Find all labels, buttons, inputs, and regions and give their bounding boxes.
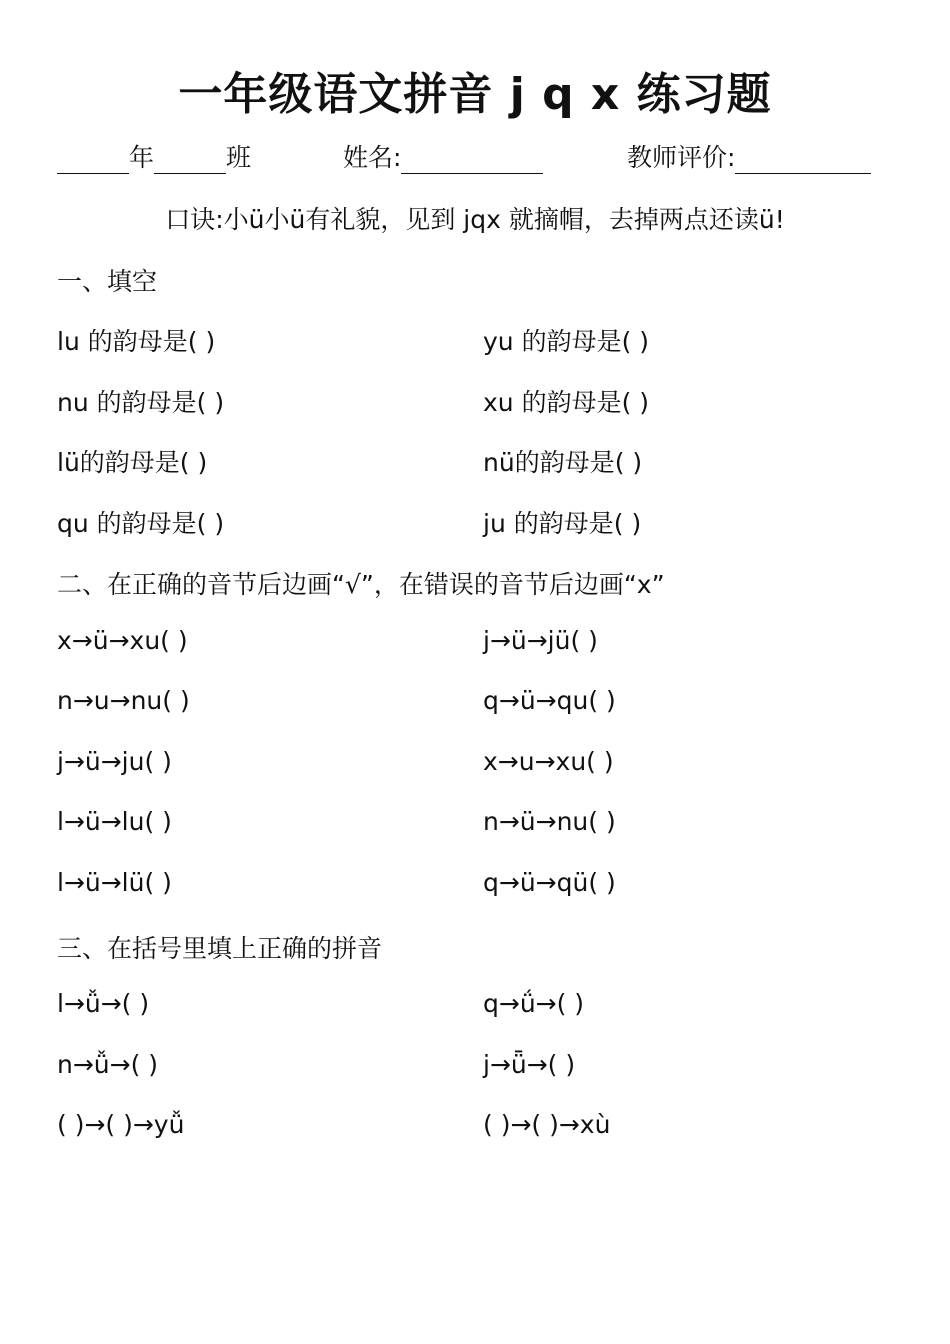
fill-item[interactable]: nü的韵母是( )	[483, 448, 643, 477]
grade-label: 年	[129, 143, 155, 172]
check-item[interactable]: l→ü→lu( )	[57, 807, 172, 836]
teacher-eval-label: 教师评价:	[627, 143, 736, 172]
class-label: 班	[226, 143, 252, 172]
pinyin-item[interactable]: j→ǖ→( )	[483, 1050, 576, 1079]
class-blank[interactable]	[154, 143, 226, 174]
check-item[interactable]: j→ü→jü( )	[483, 626, 598, 655]
pinyin-item[interactable]: ( )→( )→yǚ	[57, 1110, 185, 1139]
pinyin-item[interactable]: n→ǚ→( )	[57, 1050, 159, 1079]
pinyin-item[interactable]: l→ǚ→( )	[57, 989, 150, 1018]
check-item[interactable]: q→ü→qü( )	[483, 868, 616, 897]
fill-item[interactable]: yu 的韵母是( )	[483, 327, 650, 356]
fill-item[interactable]: lu 的韵母是( )	[57, 327, 216, 356]
page-title: 一年级语文拼音 j q x 练习题	[178, 69, 772, 120]
check-item[interactable]: j→ü→ju( )	[57, 747, 172, 776]
teacher-eval-field[interactable]	[627, 138, 871, 174]
fill-item[interactable]: nu 的韵母是( )	[57, 388, 225, 417]
name-field[interactable]	[343, 138, 543, 174]
grade-field[interactable]	[57, 138, 251, 174]
fill-item[interactable]: lü的韵母是( )	[57, 448, 208, 477]
fill-item[interactable]: qu 的韵母是( )	[57, 509, 225, 538]
section1-heading: 一、填空	[57, 267, 158, 296]
rhyme-text: 口诀:小ü小ü有礼貌，见到 jqx 就摘帽，去掉两点还读ü!	[165, 205, 785, 234]
check-item[interactable]: q→ü→qu( )	[483, 686, 616, 715]
check-item[interactable]: x→ü→xu( )	[57, 626, 188, 655]
check-item[interactable]: n→ü→nu( )	[483, 807, 616, 836]
pinyin-item[interactable]: ( )→( )→xù	[483, 1110, 611, 1139]
name-label: 姓名:	[343, 143, 402, 172]
name-blank[interactable]	[401, 143, 543, 174]
section3-heading: 三、在括号里填上正确的拼音	[57, 934, 383, 963]
teacher-eval-blank[interactable]	[735, 143, 871, 174]
pinyin-item[interactable]: q→ǘ→( )	[483, 989, 585, 1018]
student-info-row	[57, 138, 897, 178]
grade-blank[interactable]	[57, 143, 129, 174]
section2-heading: 二、在正确的音节后边画“√”，在错误的音节后边画“x”	[57, 570, 665, 599]
fill-item[interactable]: ju 的韵母是( )	[483, 509, 642, 538]
check-item[interactable]: l→ü→lü( )	[57, 868, 172, 897]
fill-item[interactable]: xu 的韵母是( )	[483, 388, 650, 417]
check-item[interactable]: n→u→nu( )	[57, 686, 190, 715]
check-item[interactable]: x→u→xu( )	[483, 747, 614, 776]
